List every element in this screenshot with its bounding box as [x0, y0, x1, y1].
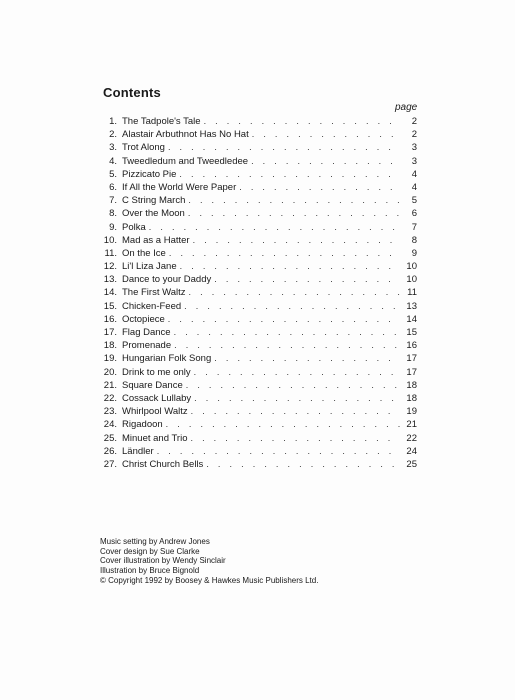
entry-page-number: 5: [411, 195, 417, 207]
entry-number: 17.: [103, 327, 117, 338]
dot-leader: [188, 207, 400, 220]
entry-page-number: 10: [406, 274, 417, 286]
toc-entry: [100, 458, 417, 471]
toc-entry: [100, 221, 417, 234]
toc-entry: [100, 392, 417, 405]
toc-entry: [100, 366, 417, 379]
credit-line: Cover design by Sue Clarke: [100, 546, 200, 556]
toc-entry: [100, 273, 417, 286]
entry-title: Pizzicato Pie: [122, 168, 177, 180]
entry-title: Trot Along: [122, 142, 165, 154]
entry-page-number: 18: [406, 392, 417, 404]
dot-leader: [214, 352, 400, 365]
toc-entry: [100, 115, 417, 128]
toc-entry: [100, 234, 417, 247]
dot-leader: [193, 234, 400, 247]
entry-number: 12.: [103, 261, 117, 273]
entry-number: 2.: [109, 129, 117, 141]
entry-title: Octopiece: [122, 313, 165, 325]
toc-entry: [100, 155, 417, 168]
entry-number: 24.: [103, 419, 117, 431]
entry-page-number: 25: [406, 458, 417, 470]
toc-entry: [100, 418, 417, 431]
dot-leader: [168, 141, 400, 154]
entry-number: 5.: [109, 168, 117, 180]
entry-number: 27.: [103, 458, 117, 470]
entry-page-number: 7: [411, 221, 417, 233]
dot-leader: [194, 366, 400, 379]
entry-page-number: 15: [406, 327, 417, 338]
entry-title: Over the Moon: [122, 208, 185, 220]
entry-page-number: 17: [406, 353, 417, 365]
entry-number: 10.: [103, 234, 117, 246]
toc-entry: [100, 339, 417, 352]
entry-page-number: 6: [411, 208, 417, 220]
dot-leader: [174, 326, 400, 339]
entry-title: Polka: [122, 221, 146, 233]
entry-number: 8.: [109, 208, 117, 220]
entry-title: Flag Dance: [122, 327, 171, 338]
entry-title: Drink to me only: [122, 366, 191, 378]
entry-title: On the Ice: [122, 247, 166, 259]
entry-title: Li'l Liza Jane: [122, 261, 177, 273]
toc-entry: [100, 260, 417, 273]
dot-leader: [149, 221, 400, 234]
dot-leader: [188, 194, 400, 207]
entry-page-number: 21: [406, 419, 417, 431]
entry-title: Cossack Lullaby: [122, 392, 192, 404]
entry-number: 3.: [109, 142, 117, 154]
dot-leader: [190, 432, 400, 445]
dot-leader: [184, 300, 400, 313]
page-column-label: page: [395, 102, 418, 113]
entry-title: Dance to your Daddy: [122, 274, 212, 286]
entry-number: 16.: [103, 313, 117, 325]
entry-title: Rigadoon: [122, 419, 163, 431]
dot-leader: [189, 286, 400, 299]
entry-page-number: 22: [406, 432, 417, 444]
toc-entry: [100, 379, 417, 392]
entry-page-number: 4: [411, 181, 417, 193]
entry-title: Alastair Arbuthnot Has No Hat: [122, 129, 249, 141]
dot-leader: [157, 445, 400, 458]
entry-title: The First Waltz: [122, 287, 186, 299]
entry-number: 20.: [103, 366, 117, 378]
entry-number: 11.: [104, 247, 117, 259]
entry-number: 9.: [109, 221, 117, 233]
dot-leader: [194, 392, 400, 405]
entry-number: 14.: [103, 287, 117, 299]
dot-leader: [251, 155, 400, 168]
dot-leader: [169, 247, 400, 260]
toc-entry: [100, 194, 417, 207]
dot-leader: [168, 313, 400, 326]
entry-page-number: 2: [411, 116, 417, 127]
entry-number: 15.: [103, 300, 117, 312]
entry-page-number: 2: [411, 129, 417, 141]
entry-number: 18.: [103, 340, 117, 352]
entry-page-number: 16: [406, 340, 417, 352]
entry-page-number: 9: [411, 247, 417, 259]
table-of-contents: [100, 115, 417, 471]
entry-number: 19.: [103, 353, 117, 365]
entry-title: Hungarian Folk Song: [122, 353, 212, 365]
credit-line: Music setting by Andrew Jones: [100, 537, 210, 546]
entry-page-number: 8: [411, 234, 417, 246]
entry-number: 13.: [103, 274, 117, 286]
toc-entry: [100, 300, 417, 313]
entry-page-number: 14: [406, 313, 417, 325]
entry-page-number: 24: [406, 445, 417, 457]
entry-number: 25.: [103, 432, 117, 444]
entry-title: Whirlpool Waltz: [122, 406, 188, 418]
toc-entry: [100, 207, 417, 220]
dot-leader: [166, 418, 400, 431]
entry-number: 23.: [103, 406, 117, 418]
entry-title: If All the World Were Paper: [122, 181, 237, 193]
entry-title: The Tadpole's Tale: [122, 116, 201, 127]
dot-leader: [239, 181, 400, 194]
toc-entry: [100, 352, 417, 365]
entry-number: 4.: [109, 155, 117, 167]
dot-leader: [214, 273, 400, 286]
toc-entry: [100, 128, 417, 141]
contents-heading: Contents: [103, 85, 161, 100]
credits-block: [100, 537, 318, 586]
credit-line: Illustration by Bruce Bignold: [100, 566, 200, 576]
toc-entry: [100, 326, 417, 339]
toc-entry: [100, 405, 417, 418]
credit-line: © Copyright 1992 by Boosey & Hawkes Music Publishers Ltd.: [100, 575, 319, 585]
entry-page-number: 13: [406, 300, 417, 312]
credit-line: Cover illustration by Wendy Sinclair: [100, 556, 226, 566]
toc-entry: [100, 141, 417, 154]
toc-entry: [100, 313, 417, 326]
toc-entry: [100, 168, 417, 181]
dot-leader: [206, 458, 400, 471]
entry-title: Minuet and Trio: [122, 432, 188, 444]
toc-entry: [100, 247, 417, 260]
entry-page-number: 3: [411, 142, 417, 154]
entry-title: C String March: [122, 195, 186, 207]
entry-page-number: 11: [407, 287, 417, 299]
entry-title: Promenade: [122, 340, 172, 352]
entry-title: Ländler: [122, 445, 154, 457]
entry-title: Chicken-Feed: [122, 300, 182, 312]
dot-leader: [191, 405, 400, 418]
entry-number: 6.: [109, 181, 117, 193]
dot-leader: [180, 260, 400, 273]
entry-page-number: 19: [406, 406, 417, 418]
entry-page-number: 10: [406, 261, 417, 273]
toc-entry: [100, 286, 417, 299]
entry-title: Square Dance: [122, 379, 183, 391]
toc-entry: [100, 181, 417, 194]
dot-leader: [204, 115, 400, 128]
entry-number: 7.: [109, 195, 117, 207]
dot-leader: [252, 128, 400, 141]
entry-number: 1.: [109, 116, 117, 127]
entry-page-number: 4: [411, 168, 417, 180]
entry-title: Christ Church Bells: [122, 458, 204, 470]
entry-page-number: 3: [411, 155, 417, 167]
entry-title: Tweedledum and Tweedledee: [122, 155, 249, 167]
dot-leader: [174, 339, 400, 352]
entry-number: 21.: [103, 379, 117, 391]
dot-leader: [179, 168, 400, 181]
entry-title: Mad as a Hatter: [122, 234, 190, 246]
toc-entry: [100, 445, 417, 458]
dot-leader: [186, 379, 400, 392]
toc-entry: [100, 432, 417, 445]
entry-number: 26.: [103, 445, 117, 457]
entry-page-number: 17: [406, 366, 417, 378]
entry-number: 22.: [103, 392, 117, 404]
entry-page-number: 18: [406, 379, 417, 391]
